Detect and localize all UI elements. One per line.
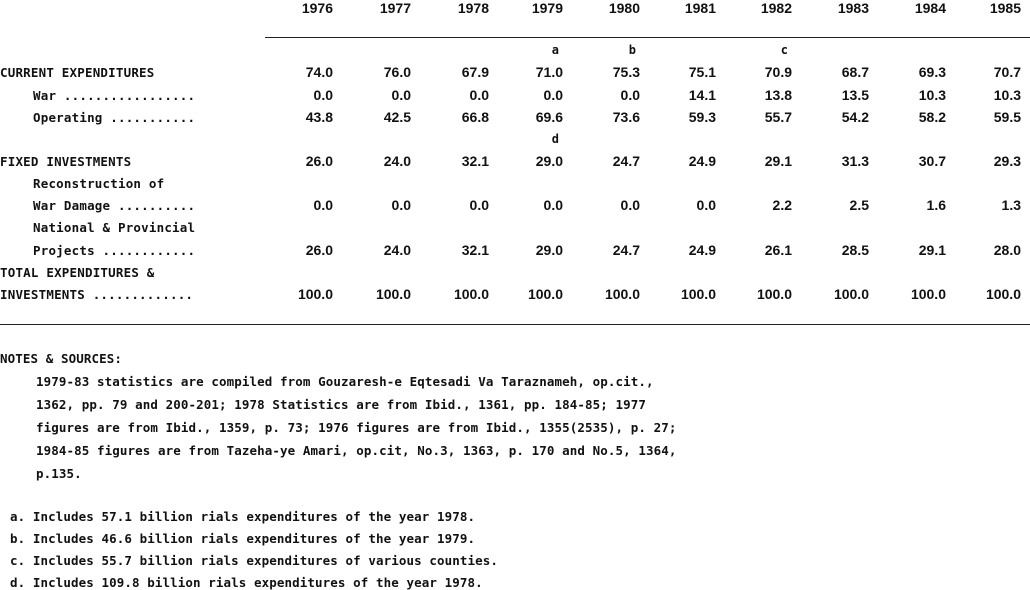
table-cell: 26.0: [305, 153, 333, 169]
table-cell: 59.5: [993, 109, 1021, 125]
table-cell: 26.1: [764, 242, 792, 258]
row-label: Operating ...........: [33, 110, 196, 125]
table-cell: 24.9: [688, 153, 716, 169]
source-line: figures are from Ibid., 1359, p. 73; 1976 figures are from Ibid., 1355(2535), p. 27;: [36, 420, 677, 435]
table-cell: 0.0: [620, 197, 640, 213]
table-cell: 2.5: [849, 197, 869, 213]
table-cell: 69.3: [918, 64, 946, 80]
year-header: 1980: [608, 0, 640, 16]
table-cell: 75.3: [612, 64, 640, 80]
table-cell: 32.1: [461, 242, 489, 258]
notes-heading: NOTES & SOURCES:: [0, 351, 123, 366]
table-cell: 73.6: [612, 109, 640, 125]
row-label: Projects ............: [33, 243, 196, 258]
year-header: 1976: [301, 0, 333, 16]
table-cell: 100.0: [833, 286, 869, 302]
table-cell: 0.0: [543, 87, 563, 103]
table-bottom-rule: [0, 324, 1030, 325]
year-header: 1979: [531, 0, 563, 16]
table-cell: 67.9: [461, 64, 489, 80]
year-header: 1981: [684, 0, 716, 16]
source-line: 1362, pp. 79 and 200-201; 1978 Statistics are from Ibid., 1361, pp. 184-85; 1977: [36, 397, 647, 412]
table-cell: 0.0: [543, 197, 563, 213]
table-cell: 10.3: [993, 87, 1021, 103]
year-header: 1984: [914, 0, 946, 16]
year-header: 1978: [457, 0, 489, 16]
table-cell: 0.0: [391, 197, 411, 213]
table-cell: 100.0: [680, 286, 716, 302]
table-cell: 70.7: [993, 64, 1021, 80]
table-cell: 100.0: [375, 286, 411, 302]
year-header: 1982: [760, 0, 792, 16]
footnote-line: b. Includes 46.6 billion rials expenditures of the year 1979.: [10, 531, 476, 546]
row-label: INVESTMENTS .............: [0, 287, 194, 302]
table-cell: 100.0: [297, 286, 333, 302]
table-cell: 100.0: [756, 286, 792, 302]
source-line: p.135.: [36, 466, 82, 481]
footnote-line: d. Includes 109.8 billion rials expenditures of the year 1978.: [10, 575, 483, 590]
table-cell: 43.8: [305, 109, 333, 125]
table-cell: 28.0: [993, 242, 1021, 258]
table-cell: 59.3: [688, 109, 716, 125]
table-cell: 28.5: [841, 242, 869, 258]
row-label: TOTAL EXPENDITURES &: [0, 265, 155, 280]
header-rule: [265, 37, 1030, 38]
source-line: 1984-85 figures are from Tazeha-ye Amari, op.cit, No.3, 1363, p. 170 and No.5, 1364,: [36, 443, 677, 458]
table-cell: 32.1: [461, 153, 489, 169]
table-cell: 13.5: [841, 87, 869, 103]
table-cell: 1.6: [926, 197, 946, 213]
table-cell: 30.7: [918, 153, 946, 169]
table-cell: 10.3: [918, 87, 946, 103]
table-cell: 29.0: [535, 242, 563, 258]
row-label: National & Provincial: [33, 220, 196, 235]
table-cell: 0.0: [469, 197, 489, 213]
row-label: CURRENT EXPENDITURES: [0, 65, 155, 80]
footnote-mark: b: [628, 43, 636, 57]
table-cell: 68.7: [841, 64, 869, 80]
footnote-line: a. Includes 57.1 billion rials expenditures of the year 1978.: [10, 509, 476, 524]
table-cell: 31.3: [841, 153, 869, 169]
table-cell: 0.0: [313, 197, 333, 213]
table-cell: 100.0: [604, 286, 640, 302]
table-cell: 24.0: [383, 242, 411, 258]
source-line: 1979-83 statistics are compiled from Gouzaresh-e Eqtesadi Va Taraznameh, op.cit.,: [36, 374, 654, 389]
row-label: Reconstruction of: [33, 176, 165, 191]
table-cell: 42.5: [383, 109, 411, 125]
table-cell: 24.7: [612, 242, 640, 258]
table-cell: 71.0: [535, 64, 563, 80]
footnote-mark: c: [780, 43, 788, 57]
table-cell: 70.9: [764, 64, 792, 80]
table-cell: 75.1: [688, 64, 716, 80]
table-cell: 24.9: [688, 242, 716, 258]
table-cell: 29.3: [993, 153, 1021, 169]
row-label: FIXED INVESTMENTS: [0, 154, 132, 169]
table-cell: 100.0: [985, 286, 1021, 302]
year-header: 1977: [379, 0, 411, 16]
table-cell: 100.0: [527, 286, 563, 302]
year-header: 1983: [837, 0, 869, 16]
table-cell: 14.1: [688, 87, 716, 103]
table-cell: 0.0: [391, 87, 411, 103]
year-header: 1985: [989, 0, 1021, 16]
table-cell: 0.0: [696, 197, 716, 213]
table-cell: 54.2: [841, 109, 869, 125]
row-label: War Damage ..........: [33, 198, 196, 213]
table-cell: 1.3: [1001, 197, 1021, 213]
table-cell: 74.0: [305, 64, 333, 80]
footnote-mark: d: [551, 132, 559, 146]
table-cell: 66.8: [461, 109, 489, 125]
footnote-line: c. Includes 55.7 billion rials expenditures of various counties.: [10, 553, 499, 568]
table-cell: 58.2: [918, 109, 946, 125]
table-cell: 100.0: [910, 286, 946, 302]
table-cell: 0.0: [313, 87, 333, 103]
table-cell: 0.0: [469, 87, 489, 103]
table-cell: 2.2: [772, 197, 792, 213]
table-cell: 24.7: [612, 153, 640, 169]
table-cell: 29.0: [535, 153, 563, 169]
table-cell: 100.0: [453, 286, 489, 302]
table-cell: 0.0: [620, 87, 640, 103]
table-cell: 13.8: [764, 87, 792, 103]
table-cell: 29.1: [918, 242, 946, 258]
row-label: War .................: [33, 88, 196, 103]
table-cell: 55.7: [764, 109, 792, 125]
footnote-mark: a: [551, 43, 559, 57]
table-cell: 26.0: [305, 242, 333, 258]
table-cell: 69.6: [535, 109, 563, 125]
table-cell: 76.0: [383, 64, 411, 80]
table-cell: 29.1: [764, 153, 792, 169]
table-cell: 24.0: [383, 153, 411, 169]
